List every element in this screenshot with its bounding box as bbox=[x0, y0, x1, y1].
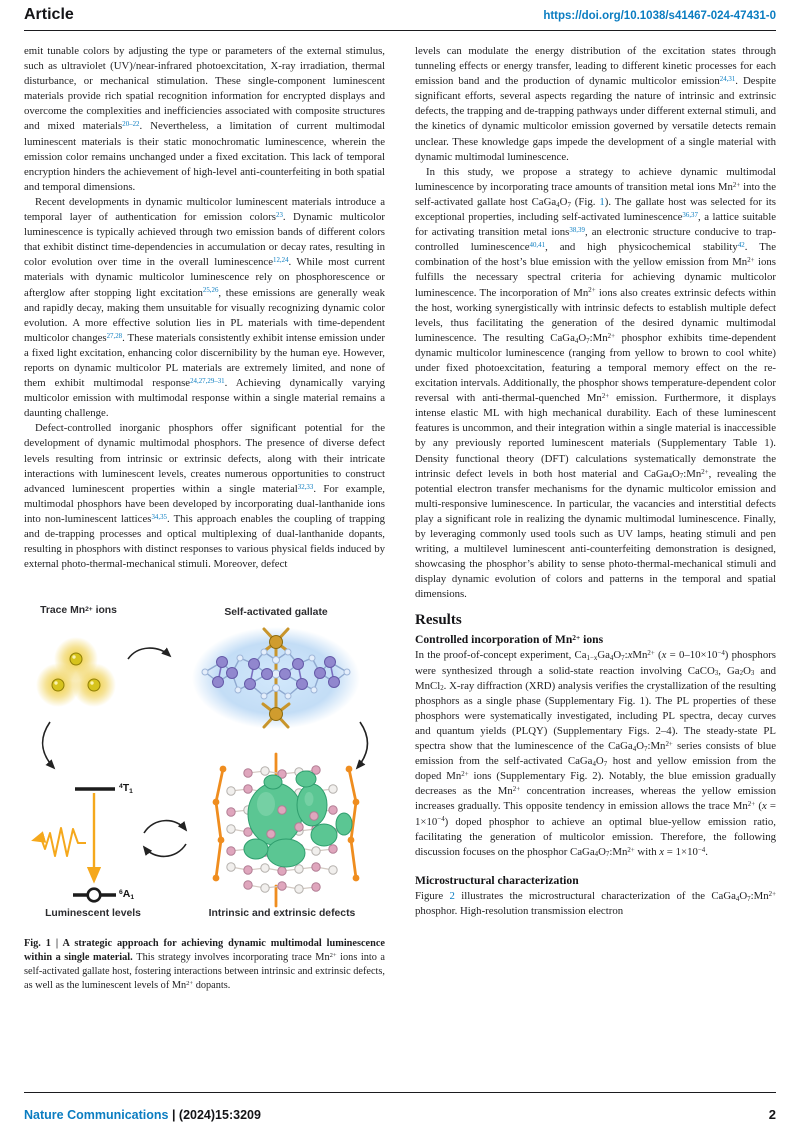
subscript: 4 bbox=[735, 895, 740, 903]
reference-link[interactable]: 23 bbox=[276, 211, 283, 219]
reference-link[interactable]: 42 bbox=[737, 242, 745, 250]
results-heading: Results bbox=[415, 612, 462, 629]
subscript: 7 bbox=[605, 851, 610, 859]
superscript: 2+ bbox=[329, 952, 337, 960]
doi-link[interactable]: https://doi.org/10.1038/s41467-024-47431-0 bbox=[543, 10, 776, 22]
superscript: 2+ bbox=[732, 181, 741, 189]
superscript: 2+ bbox=[701, 468, 709, 476]
superscript: −4 bbox=[437, 816, 445, 824]
superscript: −4 bbox=[717, 650, 725, 658]
article-body bbox=[24, 44, 776, 1085]
paragraph: emit tunable colors by adjusting the type or parameters of the external stimulus, such as ultraviolet (UV)/near-infrared photoexcitation, X-ray irradiation, thermal disturbance, or mechanical stimulation. These single-component luminescent materials provide rich spatial recognition information for encrypted displays and overcome the complexities and inefficiencies associated with composite structures and mixed materials$^{20-22}$. Nevertheless, a limitation of current multimodal luminescent materials is their static monochromatic luminescence, wherein the emission color remains unchanged under a fixed excitation. This lack of temporal encryption hinders the achievement of high-level anti-counterfeiting in both spatial and temporal dimensions. bbox=[24, 45, 386, 193]
reference-link[interactable]: 34,35 bbox=[151, 513, 167, 521]
energy-level-diagram bbox=[34, 789, 116, 901]
superscript: 2+ bbox=[588, 287, 596, 295]
reference-link[interactable]: 25,26 bbox=[202, 287, 219, 295]
subscript: 4 bbox=[574, 337, 579, 345]
paragraph: In the proof-of-concept experiment, Ca1−xGa4O7:xMn$^{2+}$ $(x = 0-10\times 10^{-4})$ phosphors were synthesized through a solid-state reaction involving CaCO3, Ga2O3 and MnCl2. X-ray diffraction (XRD) analysis verifies the crystallization of the resulting phosphors as a single phase (Supplementary Fig. 1). The PL properties of these phosphors were systematically investigated, including PL spectra, decay curves and quantum yields (PLQY) (Supplementary Figs. 2–4). The steady-state PL spectra show that the luminescence of the $CaGa4O7:Mn^{2+}$ series consists of blue emission from the self-activated CaGa4O7 host and yellow emission from the doped $Mn^{2+}$ ions (Supplementary Fig. 2). Notably, the blue emission gradually decreases as the $Mn^{2+}$ concentration increases, whereas the yellow emission increases gradually. This opposite tendency in emission allows the trace $Mn^{2+}$ $(x = 1\times 10^{-4})$ doped phosphor to achieve an optimal blue-yellow emission ratio, facilitating the generation of multicolor emission. Therefore, the following discussion focuses on the phosphor $CaGa4O7:Mn^{2+}$ with $x = 1\times 10^{-4}$. bbox=[415, 649, 776, 859]
figure-1-caption: Fig. 1 | A strategic approach for achieving dynamic multimodal luminescence within a single material. This strategy involves incorporating trace $Mn^{2+}$ ions into a self-activated gallate host, fostering interactions between intrinsic and extrinsic defects, as well as the luminescent levels of $Mn^{2+}$ dopants. bbox=[24, 938, 385, 991]
italic-text: x bbox=[761, 800, 767, 813]
article-type-label: Article bbox=[24, 6, 74, 23]
superscript: 2+ bbox=[607, 332, 615, 340]
header-divider bbox=[24, 30, 776, 31]
subscript: 4 bbox=[632, 745, 637, 753]
figure-link[interactable]: 2 bbox=[449, 889, 455, 902]
label-luminescent-levels: Luminescent levels bbox=[45, 908, 141, 920]
reference-link[interactable]: 32,33 bbox=[297, 483, 314, 491]
left-column bbox=[24, 44, 385, 1085]
superscript: 2+ bbox=[747, 257, 755, 265]
superscript: 2+ bbox=[647, 650, 655, 658]
page-number: 2 bbox=[768, 1107, 776, 1122]
figure-1-canvas bbox=[24, 602, 385, 932]
trace-mn-ions-graphic bbox=[36, 637, 116, 707]
reference-link[interactable]: 36,37 bbox=[682, 211, 698, 219]
superscript: 2+ bbox=[85, 605, 93, 613]
subscript: 1 bbox=[129, 787, 133, 795]
bold-text: Fig. 1 | A strategic approach for achieving dynamic multimodal luminescence within a single material. bbox=[24, 938, 385, 964]
subscript: 3 bbox=[714, 670, 719, 678]
reference-link[interactable]: 20–22 bbox=[122, 121, 140, 129]
gallate-molecule-graphic bbox=[192, 627, 360, 729]
footer-divider bbox=[24, 1092, 776, 1093]
subscript: 3 bbox=[750, 670, 755, 678]
footer bbox=[24, 1107, 776, 1122]
subscript: 4 bbox=[556, 201, 560, 209]
arrow-ions-to-levels bbox=[43, 722, 54, 768]
subscript: 7 bbox=[603, 760, 608, 768]
reference-link[interactable]: 12,24 bbox=[273, 257, 289, 265]
superscript: 2+ bbox=[512, 786, 521, 794]
subscript: 4 bbox=[668, 473, 672, 481]
right-column bbox=[415, 44, 776, 1085]
arrow-ions-to-gallate bbox=[128, 648, 170, 659]
journal-name-link[interactable]: Nature Communications bbox=[24, 1108, 169, 1122]
figure-link[interactable]: 1 bbox=[599, 195, 605, 208]
paragraph: levels can modulate the energy distribution of the excitation states through tunneling effects or energy transfer, leading to different kinetic processes for each emission band and the production of dynamic multicolor emission$^{24,31}$. Despite significant efforts, several aspects regarding the nature of intrinsic and extrinsic defects, the trapping and de-trapping pathways under different external stimuli, and the kinetics of dynamic multicolor emission governed by versatile detects remain unclear. These knowledge gaps impede the development of a single material with dynamic multimodal luminescence. bbox=[415, 45, 776, 163]
label-trace-mn-ions: Trace $Mn^{2+}$ ions bbox=[40, 605, 117, 617]
subsection-heading-controlled-incorporation: Controlled incorporation of $Mn^{2+}$ ions bbox=[415, 633, 604, 647]
superscript: 2+ bbox=[627, 846, 635, 854]
superscript: 2+ bbox=[747, 801, 756, 809]
exchange-arrows bbox=[144, 821, 186, 857]
paragraph: In this study, we propose a strategy to achieve dynamic multimodal luminescence by incorporating trace amounts of transition metal ions $Mn^{2+}$ into the self-activated gallate host CaGa4O7 (Fig. 1). The gallate host was selected for its exceptional properties, including self-activated luminescence$^{36,37}$, a lattice suitable for activating transition metal ions$^{38,39}$, an electronic structure conducive to trap-controlled luminescence$^{40,41}$, and high physicochemical stability$^{42}$. The combination of the host’s blue emission with the yellow emission from $Mn^{2+}$ ions fulfills the necessary spectral criteria for achieving dynamic multicolor luminescence. The incorporation of $Mn^{2+}$ ions also creates extrinsic defects within the host, working synergistically with intrinsic defects to establish multiple defect levels, thus facilitating the generation of the desired dynamic multimodal luminescence. The resulting $CaGa4O7:Mn^{2+}$ phosphor exhibits time-dependent dynamic multicolor luminescence (ranging from yellow to brown to cool white) under fixed photoexcitation, featuring a temporal memory effect on the re-excitation intervals. Additionally, the phosphor shows temperature-dependent color reversal with anti-thermal-quenched $Mn^{2+}$ emission. Furthermore, it displays intense elastic ML with high mechanical durability. Each of these luminescent features is uncommon, and their integration within a single material is inaccessible by any previously reported luminescent materials (Supplementary Table 1). Density functional theory (DFT) calculations systematically demonstrate the intrinsic defect levels in both host material and $CaGa4O7:Mn^{2+}$, revealing the potential electron transfer mechanisms for the dynamic multicolor emission and multi-responsive luminescence. In particular, the vacancies and interstitial defects play a significant role in realizing the dynamic multimodal luminescence. Finally, by leveraging commonly used tools such as UV lamps, heating stimuli and pen writing, a multilevel luminescent anti-counterfeiting demonstration is designed, showcasing the phosphor’s ability to sense photo-thermal-mechanical stimuli and display dynamic evolution of colors and patterns in the temporal and spatial dimensions. bbox=[415, 165, 776, 601]
subscript: 7 bbox=[567, 201, 571, 209]
superscript: 4 bbox=[119, 783, 123, 791]
subscript: 7 bbox=[644, 745, 648, 753]
paragraph: Recent developments in dynamic multicolor luminescent materials introduce a temporal layer of authentication for emission colors$^{23}$. Dynamic multicolor luminescence is typically achieved through two emission bands of different colors that exhibit distinct time-dependencies in accumulation or decay rates, resulting in color evolution over time in the overall luminescence$^{12,24}$. While most current materials with dynamic multicolor luminescence rely on phosphorescence or afterglow after stopping light excitation$^{25,26}$, these emissions are generally weak and rapidly decay, making them unsuitable for visually recognizing dynamic color evolution. A more effective solution lies in PL materials with time-dependent multicolor changes$^{27,28}$. These materials consistently exhibit intense emission under a fixed light excitation, enhancing color discernibility by the human eye. However, reports on dynamic multicolor PL materials are extremely limited, and none of them exhibit multimodal response$^{24,27,29-31}$. Achieving dynamically varying multicolor emission with multimodal response within a single material remains a daunting challenge. bbox=[24, 195, 386, 420]
figure-1-graphic bbox=[24, 602, 385, 932]
subscript: 7 bbox=[621, 655, 625, 663]
subscript: 7 bbox=[747, 895, 751, 903]
citation-text: | (2024)15:3209 bbox=[168, 1108, 261, 1122]
defect-structure-graphic bbox=[213, 754, 360, 906]
label-self-activated-gallate: Self-activated gallate bbox=[224, 607, 328, 619]
italic-text: x bbox=[661, 649, 667, 662]
italic-text: x bbox=[659, 845, 665, 858]
reference-link[interactable]: 40,41 bbox=[529, 242, 546, 250]
superscript: 2+ bbox=[601, 393, 610, 401]
subscript: 1 bbox=[130, 893, 135, 901]
paragraph: Figure 2 illustrates the microstructural characterization of the $CaGa4O7:Mn^{2+}$ phosphor. High-resolution transmission electron bbox=[415, 889, 776, 917]
subscript: 2 bbox=[739, 670, 744, 678]
reference-link[interactable]: 24,31 bbox=[719, 76, 736, 84]
paragraph: Defect-controlled inorganic phosphors offer significant potential for the development of dynamic multimodal phosphors. The presence of diverse defect levels resulting from intrinsic or extrinsic defects, along with their intricate interactions with luminescent levels, creates numerous opportunities to construct advanced luminescent properties within a single material$^{32,33}$. For example, multimodal phosphors have been developed by incorporating dual-lanthanide ions into non-luminescent lattices$^{34,35}$. This approach enables the coupling of trapping and de-trapping processes and optical multiplexing of dual-lanthanide dopants, resulting in phosphors with distinct responses to various physical fields induced by external photo-thermal-mechanical stimuli. Moreover, defect bbox=[24, 422, 385, 571]
superscript: 2+ bbox=[768, 890, 776, 898]
reference-link[interactable]: 24,27,29–31 bbox=[190, 377, 225, 385]
subscript: 1−x bbox=[586, 655, 598, 663]
subscript: 4 bbox=[594, 851, 599, 859]
subsection-heading-microstructural: Microstructural characterization bbox=[415, 873, 579, 887]
subscript: 4 bbox=[609, 655, 614, 663]
superscript: 6 bbox=[119, 889, 123, 897]
superscript: 2+ bbox=[665, 740, 673, 748]
italic-text: x bbox=[627, 649, 633, 662]
subscript: 4 bbox=[592, 760, 596, 768]
figure-1 bbox=[24, 602, 385, 993]
arrow-gallate-to-defects bbox=[357, 722, 368, 768]
label-6a1-level: $^6$A1 bbox=[119, 888, 135, 901]
superscript: 2+ bbox=[186, 980, 194, 988]
subscript: 7 bbox=[586, 337, 590, 345]
reference-link[interactable]: 38,39 bbox=[569, 227, 585, 235]
superscript: −4 bbox=[697, 846, 706, 854]
superscript: 2+ bbox=[461, 771, 469, 779]
reference-link[interactable]: 27,28 bbox=[106, 332, 123, 340]
superscript: 2+ bbox=[572, 633, 581, 643]
header bbox=[24, 6, 776, 24]
subscript: 2 bbox=[440, 685, 444, 693]
subscript: 7 bbox=[679, 473, 684, 481]
footer-citation bbox=[24, 1108, 261, 1122]
label-4t1-level: $^4$T1 bbox=[119, 782, 133, 795]
label-intrinsic-extrinsic-defects: Intrinsic and extrinsic defects bbox=[208, 908, 356, 920]
